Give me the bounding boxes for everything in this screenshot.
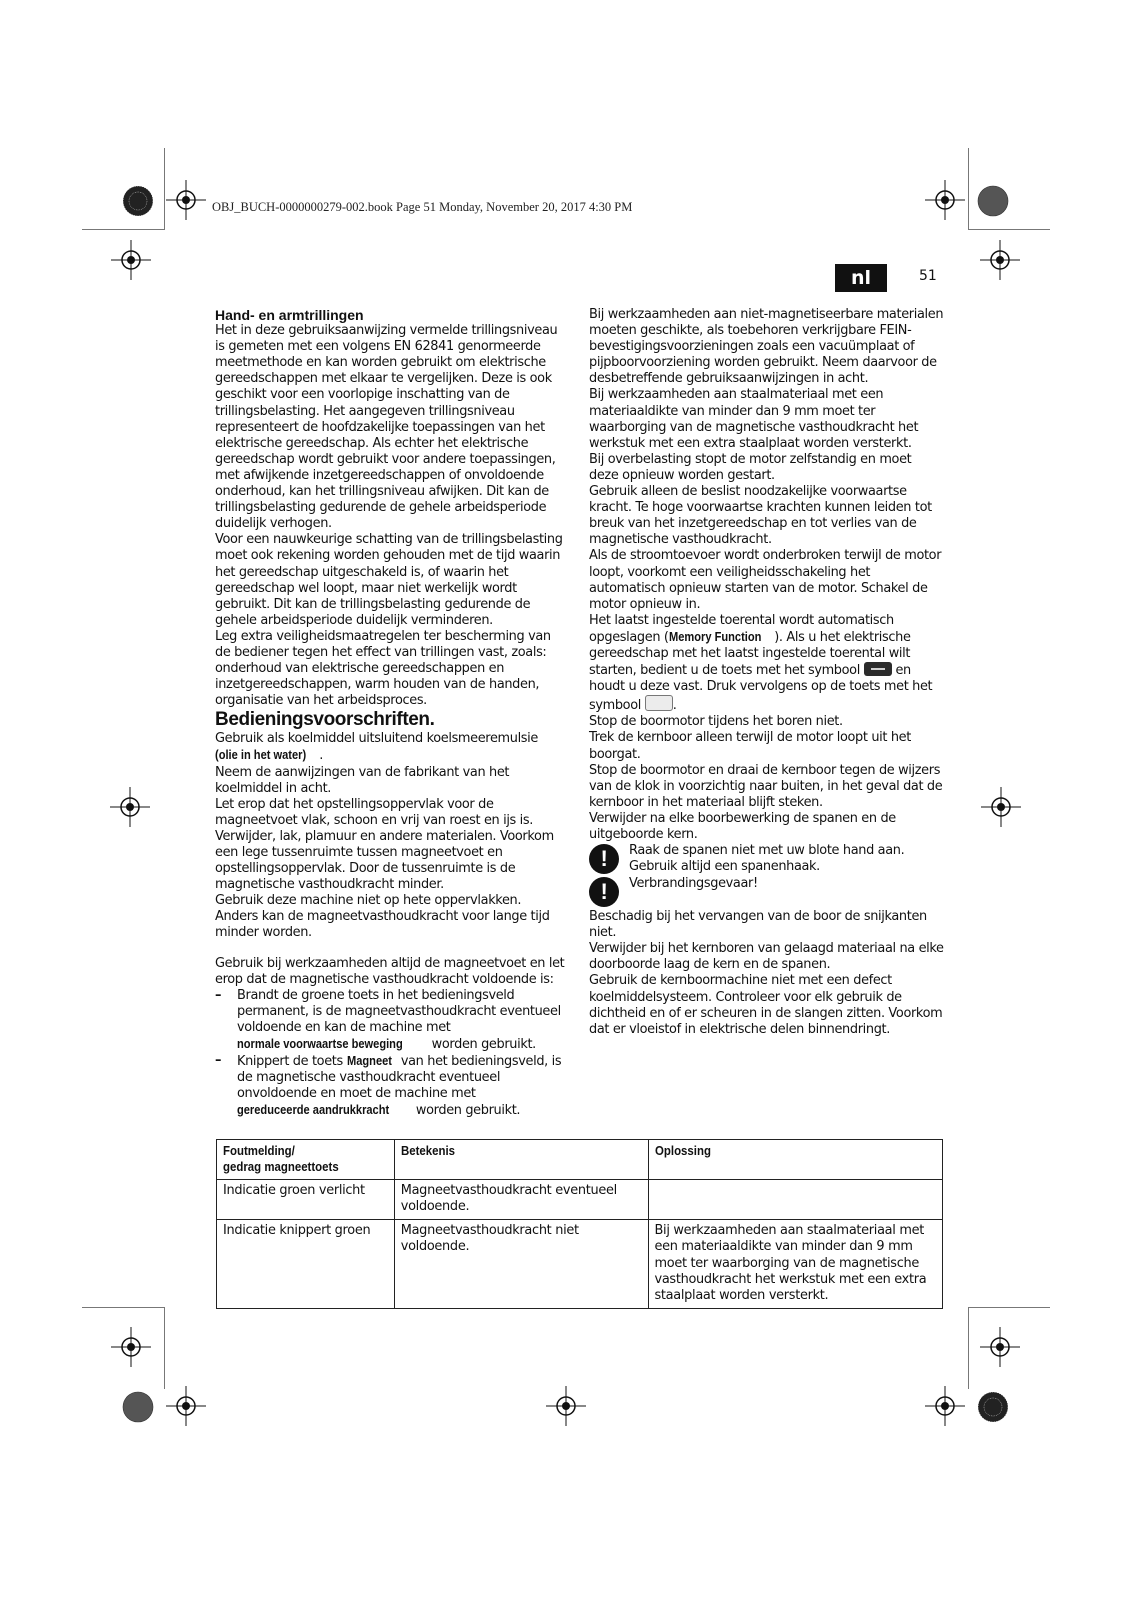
paragraph: Bij werkzaamheden aan niet-magnetiseerbare materialen moeten geschikte, als toebehoren verkrijgbare FEIN-bevestigingsvoorzieningen zoals een vacuümplaat of pijpboorvoorziening worden gebruikt. Neem daarvoor de desbetreffende gebruiksaanwijzingen in acht. <box>589 307 944 387</box>
table-row <box>217 1220 943 1308</box>
column-header <box>394 1140 648 1180</box>
crop-line <box>968 229 1050 230</box>
column-header <box>648 1140 943 1180</box>
table-row <box>217 1180 943 1220</box>
error-message-table <box>216 1139 943 1309</box>
registration-mark-icon <box>111 240 151 280</box>
paragraph: Bij overbelasting stopt de motor zelfstandig en moet deze opnieuw worden gestart. <box>589 451 912 483</box>
text-run: ). Als u het elektrische gereedschap met het laatst ingestelde toerental wilt starten, bedient u de toets met het symbool <box>589 629 911 679</box>
radial-target-icon <box>977 185 1009 217</box>
paragraph: Gebruik bij werkzaamheden altijd de magneetvoet en let erop dat de magnetische vasthoudkracht voldoende is: <box>215 955 565 987</box>
paragraph <box>589 613 944 715</box>
warning-text: Verbrandingsgevaar! <box>629 876 758 892</box>
table-cell: Indicatie groen verlicht <box>217 1180 395 1220</box>
table-cell <box>648 1180 943 1220</box>
table-header-row <box>217 1140 943 1180</box>
paragraph: Het in deze gebruiksaanwijzing vermelde trillingsniveau is gemeten met een volgens EN 62841 genormeerde meetmethode en kan worden gebruikt om elektrische gereedschappen met elkaar te vergelijken. Deze is ook geschikt voor een voorlopige inschatting van de trillingsbelasting. Het aangegeven trillingsniveau representeert de hoofdzakelijke toepassingen van het elektrische gereedschap. Als echter het elektrische gereedschap wordt gebruikt voor andere toepassingen, met afwijkende inzetgereedschappen of onvoldoende onderhoud, kan het trillingsniveau afwijken. Dit kan de trillingsbelasting gedurende de gehele arbeidsperiode duidelijk verhogen. <box>215 323 558 532</box>
header-line: Foutmelding/ <box>223 1143 295 1158</box>
header-line: gedrag magneettoets <box>223 1159 339 1175</box>
paragraph: Gebruik de kernboormachine niet met een defect koelmiddelsysteem. Controleer voor elk gebruik de dichtheid en of er scheuren in de slangen zitten. Voorkom dat er vloeistof in elektrische delen binnendringt. <box>589 973 943 1037</box>
left-column <box>215 307 567 1120</box>
paragraph: Verwijder na elke boorbewerking de spanen en de uitgeboorde kern. <box>589 810 896 842</box>
right-column <box>589 307 944 1038</box>
crop-line <box>968 148 969 230</box>
paragraph: Let erop dat het opstellingsoppervlak voor de magneetvoet vlak, schoon en vrij van roest en ijs is. Verwijder, lak, plamuur en andere materialen. Voorkom een lege tussenruimte tussen magneetvoet en opstellingsoppervlak. Door de tussenruimte is de magnetische vasthoudkracht minder. <box>215 796 554 893</box>
paragraph: Als de stroomtoevoer wordt onderbroken terwijl de motor loopt, voorkomt een veiligheidsschakeling het automatisch opnieuw starten van de motor. Schakel de motor opnieuw in. <box>589 548 942 612</box>
dash-bullet: – <box>215 1053 222 1069</box>
registration-mark-icon <box>110 787 150 827</box>
warning-block <box>589 876 944 909</box>
registration-mark-icon <box>981 787 1021 827</box>
header-text: Oplossing <box>654 1143 711 1158</box>
language-tab: nl <box>835 264 887 292</box>
keyword: Magneet <box>346 1053 392 1069</box>
registration-mark-icon <box>111 1327 151 1367</box>
paragraph: Voor een nauwkeurige schatting van de trillingsbelasting moet ook rekening worden gehouden met de tijd waarin het gereedschap uitgeschakeld is, of waarin het gereedschap wel loopt, maar niet werkelijk wordt gebruikt. Dit kan de trillingsbelasting gedurende de gehele arbeidsperiode duidelijk verminderen. <box>215 532 563 628</box>
crop-line <box>82 1307 164 1308</box>
paragraph: Beschadig bij het vervangen van de boor de snijkanten niet. <box>589 909 927 941</box>
table-cell: Magneetvasthoudkracht niet voldoende. <box>394 1220 648 1308</box>
paragraph <box>215 731 567 764</box>
column-header <box>217 1140 395 1180</box>
keyword: Memory Function <box>668 628 761 644</box>
registration-mark-icon <box>546 1386 586 1426</box>
section-title: Bedieningsvoorschriften. <box>215 709 435 731</box>
warning-block <box>589 843 944 876</box>
dash-bullet: – <box>215 987 222 1003</box>
paragraph: Stop de boormotor tijdens het boren niet. <box>589 714 843 730</box>
crop-line <box>968 1307 1050 1308</box>
paragraph: Trek de kernboor alleen terwijl de motor loopt uit het boorgat. <box>589 730 911 762</box>
registration-mark-icon <box>166 1386 206 1426</box>
text-run: Gebruik als koelmiddel uitsluitend koelsmeeremulsie <box>215 731 538 747</box>
exclamation-warning-icon: ! <box>589 844 619 874</box>
registration-mark-icon <box>925 1386 965 1426</box>
paragraph: Verwijder bij het kernboren van gelaagd materiaal na elke doorboorde laag de kern en de spanen. <box>589 941 944 973</box>
table-cell: Magneetvasthoudkracht eventueel voldoende. <box>394 1180 648 1220</box>
exclamation-warning-icon: ! <box>589 877 619 907</box>
key-symbol-icon <box>645 695 673 711</box>
section-heading: Hand- en armtrillingen <box>215 307 364 323</box>
paragraph: Stop de boormotor en draai de kernboor tegen de wijzers van de klok in voorzichtig naar buiten, in het geval dat de kernboor in het materiaal blijft steken. <box>589 762 943 810</box>
keyword: normale voorwaartse beweging <box>237 1036 403 1052</box>
paragraph: Gebruik alleen de beslist noodzakelijke voorwaartse kracht. Te hoge voorwaartse krachten kunnen leiden tot breuk van het inzetgereedschap en tot verlies van de magnetische vasthoudkracht. <box>589 484 932 548</box>
text-run: worden gebruikt. <box>412 1103 521 1119</box>
page-number: 51 <box>919 268 937 284</box>
crop-line <box>968 1307 969 1389</box>
keyword: gereduceerde aandrukkracht <box>237 1102 390 1118</box>
bullet-list <box>215 988 567 1120</box>
radial-target-icon <box>122 1391 154 1423</box>
table-cell: Indicatie knippert groen <box>217 1220 395 1308</box>
radial-target-icon <box>122 185 154 217</box>
paragraph: Leg extra veiligheidsmaatregelen ter bescherming van de bediener tegen het effect van trillingen vast, zoals: onderhoud van elektrische gereedschappen en inzetgereedschappen, warm houden van de handen, organisatie van het arbeidsproces. <box>215 628 551 709</box>
warning-text: Raak de spanen niet met uw blote hand aan. Gebruik altijd een spanenhaak. <box>629 843 905 875</box>
paragraph: Gebruik deze machine niet op hete oppervlakken. Anders kan de magneetvasthoudkracht voor lange tijd minder worden. <box>215 893 550 941</box>
registration-mark-icon <box>980 1327 1020 1367</box>
registration-mark-icon <box>925 180 965 220</box>
spacer <box>215 942 567 956</box>
table-cell: Bij werkzaamheden aan staalmateriaal met een materiaaldikte van minder dan 9 mm moet ter waarborging van de magnetische vasthoudkracht het werkstuk met een extra staalplaat worden versterkt. <box>648 1220 943 1308</box>
crop-line <box>82 229 164 230</box>
text-run: en houdt u deze vast. Druk vervolgens op de toets met het symbool <box>589 663 933 714</box>
radial-target-icon <box>977 1391 1009 1423</box>
file-info-header: OBJ_BUCH-0000000279-002.book Page 51 Monday, November 20, 2017 4:30 PM <box>212 200 633 214</box>
text-run: Knippert de toets <box>237 1054 347 1070</box>
paragraph: Bij werkzaamheden aan staalmateriaal met een materiaaldikte van minder dan 9 mm moet ter waarborging van de magnetische vasthoudkracht het werkstuk met een extra staalplaat worden versterkt. <box>589 387 919 451</box>
header-text <box>223 1143 339 1175</box>
crop-line <box>164 1307 165 1389</box>
list-item <box>215 988 567 1053</box>
list-item <box>215 1053 567 1119</box>
text-run: . <box>672 698 677 714</box>
crop-line <box>164 148 165 230</box>
text-run: Het laatst ingestelde toerental wordt automatisch opgeslagen ( <box>589 612 894 645</box>
registration-mark-icon <box>166 180 206 220</box>
registration-mark-icon <box>980 240 1020 280</box>
header-text: Betekenis <box>400 1143 455 1158</box>
key-symbol-icon <box>864 662 892 676</box>
text-run: Brandt de groene toets in het bedieningsveld permanent, is de magneetvasthoudkracht eventueel voldoende en kan de machine met <box>237 987 561 1035</box>
keyword: (olie in het water) <box>215 747 307 763</box>
text-run: worden gebruikt. <box>427 1037 536 1053</box>
text-run: van het bedieningsveld, is de magnetische vasthoudkracht eventueel onvoldoende en moet de machine met <box>237 1054 562 1102</box>
text-run: . <box>319 748 323 764</box>
paragraph: Neem de aanwijzingen van de fabrikant van het koelmiddel in acht. <box>215 764 510 796</box>
